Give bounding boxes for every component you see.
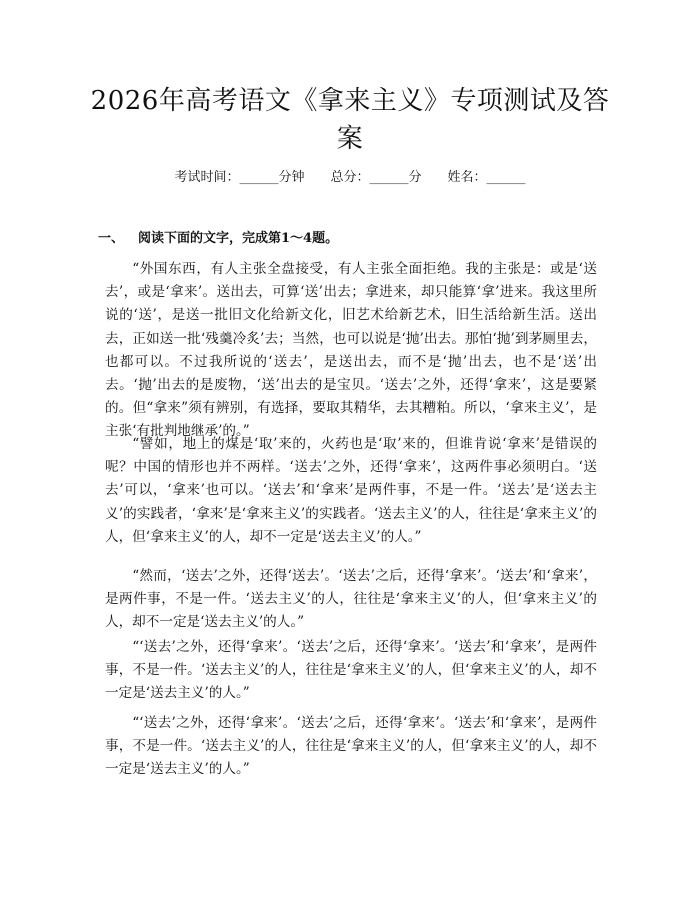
student-name-field: 姓名：______ — [447, 170, 526, 185]
total-score-field: 总分：______分 — [330, 170, 422, 185]
passage-paragraph-3: “然而，‘送去’之外，还得‘送去’。‘送去’之后，还得‘拿来’。‘送去’和‘拿来’，是两件事，不是一件。‘送去主义’的人，往往是‘拿来主义’的人，但‘拿来主义’的人，却不一定是‘送去主义’的人。” — [105, 568, 597, 631]
exam-info-line — [0, 169, 700, 187]
section-number: 一、 — [98, 231, 125, 246]
passage-paragraph-2: “譬如，地上的煤是‘取’来的，火药也是‘取’来的，但谁肯说‘拿来’是错误的呢？中国的情形也并不两样。‘送去’之外，还得‘拿来’，这两件事必须明白。‘送去’可以，‘拿来’也可以。‘送去’和‘拿来’是两件事，不是一件。‘送去’是‘送去主义’的实践者，‘拿来’是‘拿来主义’的实践者。‘送去主义’的人，往往是‘拿来主义’的人，但‘拿来主义’的人，却不一定是‘送去主义’的人。” — [105, 436, 597, 545]
document-title: 2026年高考语文《拿来主义》专项测试及答案 — [90, 86, 610, 154]
exam-time-field: 考试时间：______分钟 — [174, 170, 305, 185]
passage-paragraph-1: “外国东西，有人主张全盘接受，有人主张全面拒绝。我的主张是：或是‘送去’，或是‘拿来’。送出去，可算‘送’出去；拿进来，却只能算‘拿’进来。我这里所说的‘送’，是送一批旧文化给新文化，旧艺术给新艺术，旧生活给新生活。送出去，正如送一批‘残羹冷炙’去；当然，也可以说是‘抛’出去。那怕‘抛’到茅厕里去，也都可以。不过我所说的‘送去’，是送出去，而不是‘抛’出去，也不是‘送’出去。‘抛’出去的是废物，‘送’出去的是宝贝。‘送去’之外，还得‘拿来’，这是要紧的。但“拿来”须有辨别，有选择，要取其精华，去其糟粕。所以，‘拿来主义’，是主张‘有批判地继承’的。” — [105, 261, 597, 440]
section-instruction: 阅读下面的文字，完成第1～4题。 — [138, 231, 339, 246]
section-heading — [98, 230, 338, 248]
passage-paragraph-5: “‘送去’之外，还得‘拿来’。‘送去’之后，还得‘拿来’。‘送去’和‘拿来’，是两件事，不是一件。‘送去主义’的人，往往是‘拿来主义’的人，但‘拿来主义’的人，却不一定是‘送去主义’的人。” — [105, 715, 597, 778]
passage-paragraph-4: “‘送去’之外，还得‘拿来’。‘送去’之后，还得‘拿来’。‘送去’和‘拿来’，是两件事，不是一件。‘送去主义’的人，往往是‘拿来主义’的人，但‘拿来主义’的人，却不一定是‘送去主义’的人。” — [105, 639, 597, 702]
